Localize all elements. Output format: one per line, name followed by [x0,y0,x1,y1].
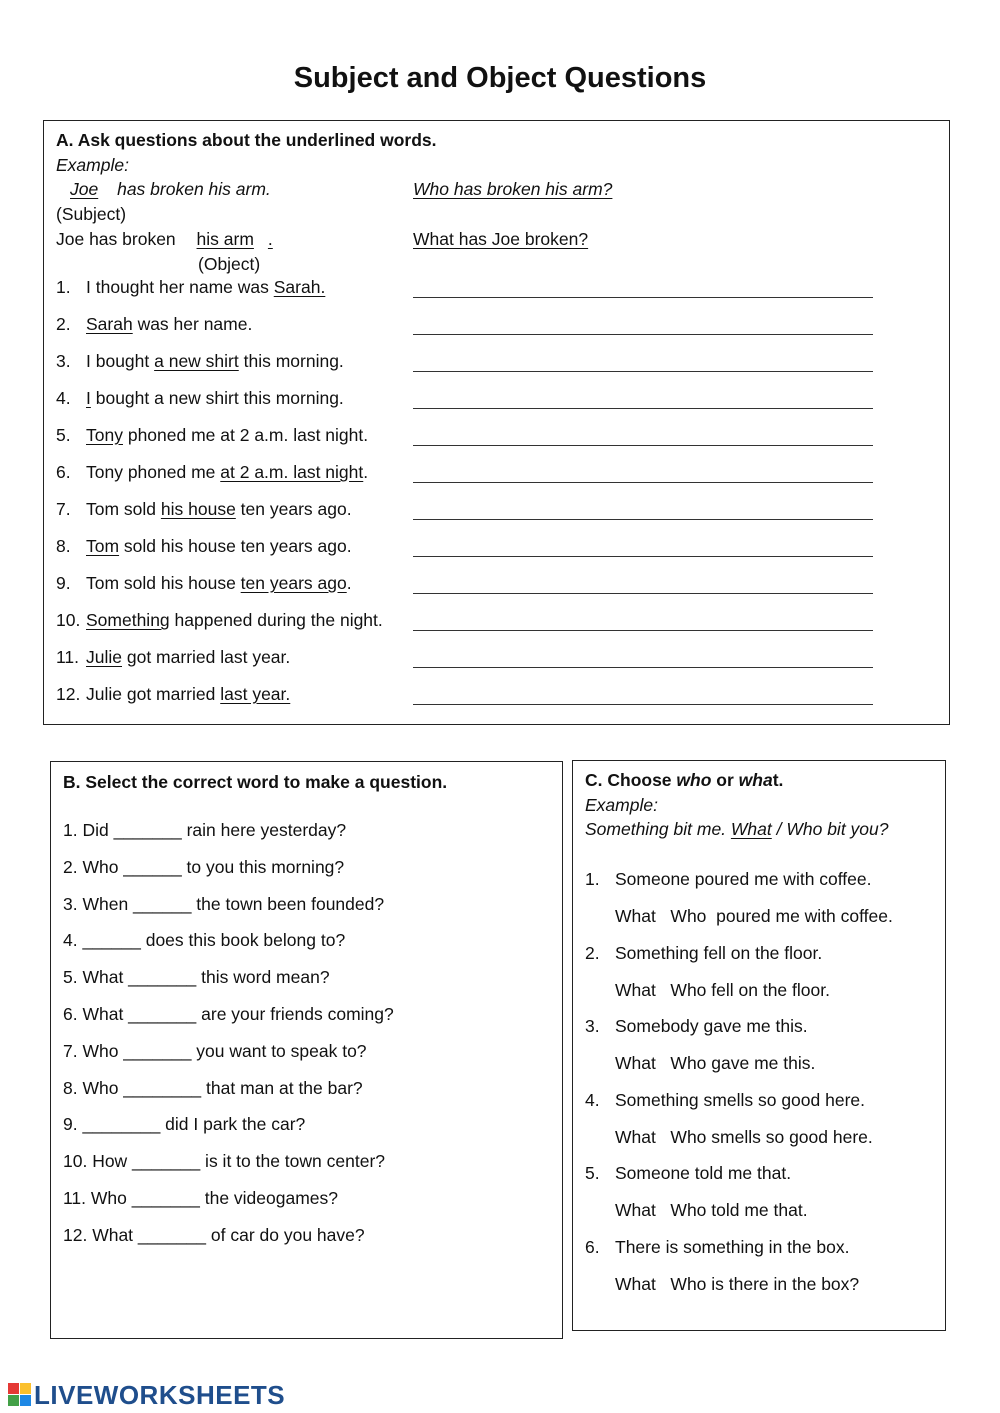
underlined-word: Tom [86,536,120,556]
choice-c-6[interactable]: What Who is there in the box? [615,1273,860,1294]
question-a-9 [56,572,352,594]
choice-c-1[interactable]: What Who poured me with coffee. [615,906,893,926]
item-text-post: got married last year. [122,647,291,667]
choice-c-2[interactable]: What Who fell on the floor. [615,979,830,1000]
underlined-word: Something [86,610,170,630]
choice-c-5[interactable]: What Who told me that. [615,1200,808,1220]
item-text-pre: I thought her name was [86,277,274,297]
example-1-answer: Who has broken his arm? [413,179,613,199]
section-a-box [43,120,950,725]
question-a-5 [56,424,368,446]
question-b-3[interactable]: 3. When ______ the town been founded? [63,893,385,914]
example-2-sentence: Joe has broken his arm . [56,229,273,249]
item-sentence: There is something in the box. [615,1236,850,1257]
item-sentence: Somebody gave me this. [615,1016,808,1036]
answer-line-a-9[interactable] [413,593,873,594]
section-c-example-label: Example: [585,795,658,815]
item-text-post: . [346,573,352,593]
answer-line-a-12[interactable] [413,704,873,705]
answer-line-a-11[interactable] [413,667,873,668]
underlined-word: Julie [86,647,122,667]
answer-line-a-6[interactable] [413,482,873,483]
question-c-3 [585,1015,808,1037]
question-a-7 [56,498,352,520]
item-number: 5. [56,425,71,445]
question-a-6 [56,461,368,483]
item-number: 2. [585,942,600,963]
underlined-word: Tony [86,425,123,445]
item-sentence: Something fell on the floor. [615,942,823,963]
item-sentence: Something smells so good here. [615,1089,865,1110]
item-text-pre: Tom sold [86,499,161,519]
question-c-1 [585,868,872,890]
item-number: 11. [56,647,80,667]
question-a-1 [56,276,325,298]
answer-line-a-8[interactable] [413,556,873,557]
underlined-word: his house [160,499,236,519]
answer-line-a-7[interactable] [413,519,873,520]
question-b-7[interactable]: 7. Who _______ you want to speak to? [63,1040,367,1061]
underlined-word: last year. [220,684,291,704]
question-a-12 [56,683,290,705]
underlined-word: Sarah [86,314,133,334]
example-2-tag: (Object) [198,254,261,274]
example-1-tag: (Subject) [56,204,127,224]
item-number: 2. [56,314,71,334]
section-c-heading: C. Choose who or what. [585,770,784,790]
liveworksheets-logo [8,1380,285,1410]
item-number: 5. [585,1163,600,1183]
question-b-8[interactable]: 8. Who ________ that man at the bar? [63,1077,363,1098]
item-text-post: ten years ago. [235,499,352,519]
question-a-3 [56,350,344,372]
item-text-post: phoned me at 2 a.m. last night. [122,425,369,445]
item-text-pre: Tom sold his house [86,573,241,593]
item-number: 7. [56,499,71,519]
underlined-word: at 2 a.m. last night [220,462,364,482]
choice-c-4[interactable]: What Who smells so good here. [615,1126,873,1147]
answer-line-a-1[interactable] [413,297,873,298]
question-a-8 [56,535,352,557]
item-text-pre: Tony phoned me [86,462,221,482]
section-a-heading: A. Ask questions about the underlined words. [56,130,437,150]
underlined-word: a new shirt [154,351,239,371]
section-b-heading: B. Select the correct word to make a question. [63,772,448,792]
question-a-11 [56,646,290,668]
answer-line-a-10[interactable] [413,630,873,631]
item-number: 3. [585,1016,600,1036]
answer-line-a-5[interactable] [413,445,873,446]
item-number: 10. [56,610,81,630]
item-number: 6. [585,1236,600,1257]
item-number: 3. [56,351,71,371]
question-b-6[interactable]: 6. What _______ are your friends coming? [63,1004,394,1024]
question-c-6 [585,1236,849,1258]
item-text-post: . [363,462,369,482]
item-text-post: was her name. [132,314,253,334]
logo-blocks-icon [8,1383,32,1407]
item-text-pre: Julie got married [86,684,221,704]
section-c-example: Something bit me. What / Who bit you? [585,819,889,839]
question-c-2 [585,942,822,964]
question-b-10[interactable]: 10. How _______ is it to the town center? [63,1151,386,1172]
question-a-2 [56,313,252,335]
item-number: 9. [56,573,71,593]
example-label: Example: [56,155,129,175]
item-text-post: this morning. [238,351,344,371]
example-answer: What [730,819,772,839]
page-title: Subject and Object Questions [293,62,707,94]
question-b-9[interactable]: 9. ________ did I park the car? [63,1114,306,1135]
example-2-object: his arm [196,229,254,249]
logo-text: LIVEWORKSHEETS [34,1379,286,1410]
example-1-sentence [56,178,271,200]
question-b-2[interactable]: 2. Who ______ to you this morning? [63,856,345,877]
item-text-pre: I bought [86,351,155,371]
item-number: 4. [585,1089,600,1110]
item-text-post: sold his house ten years ago. [119,536,352,556]
choice-c-3[interactable]: What Who gave me this. [615,1053,816,1073]
item-sentence: Someone told me that. [615,1163,792,1183]
question-b-1[interactable]: 1. Did _______ rain here yesterday? [63,820,347,840]
item-number: 6. [56,462,71,482]
item-sentence: Someone poured me with coffee. [615,869,872,889]
question-a-4 [56,387,344,409]
item-number: 1. [56,277,71,297]
underlined-word: I [86,388,91,408]
question-b-5[interactable]: 5. What _______ this word mean? [63,967,330,988]
question-b-4[interactable]: 4. ______ does this book belong to? [63,930,346,951]
item-number: 12. [56,684,81,704]
example-2-answer: What has Joe broken? [413,229,589,249]
answer-line-a-2[interactable] [413,334,873,335]
underlined-word: Sarah. [273,277,326,297]
section-c-box [572,760,946,1331]
item-number: 8. [56,536,71,556]
question-c-4 [585,1089,865,1111]
question-b-12[interactable]: 12. What _______ of car do you have? [63,1224,365,1245]
example-1-rest: has broken his arm. [117,179,271,199]
answer-line-a-3[interactable] [413,371,873,372]
item-text-post: bought a new shirt this morning. [90,388,344,408]
item-number: 4. [56,388,71,408]
underlined-word: ten years ago [240,573,347,593]
item-text-post: happened during the night. [169,610,383,630]
question-c-5 [585,1162,791,1184]
item-number: 1. [585,869,600,889]
example-1-subject: Joe [70,179,99,199]
question-a-10 [56,609,383,631]
question-b-11[interactable]: 11. Who _______ the videogames? [63,1188,339,1208]
section-b-box [50,761,563,1339]
answer-line-a-4[interactable] [413,408,873,409]
